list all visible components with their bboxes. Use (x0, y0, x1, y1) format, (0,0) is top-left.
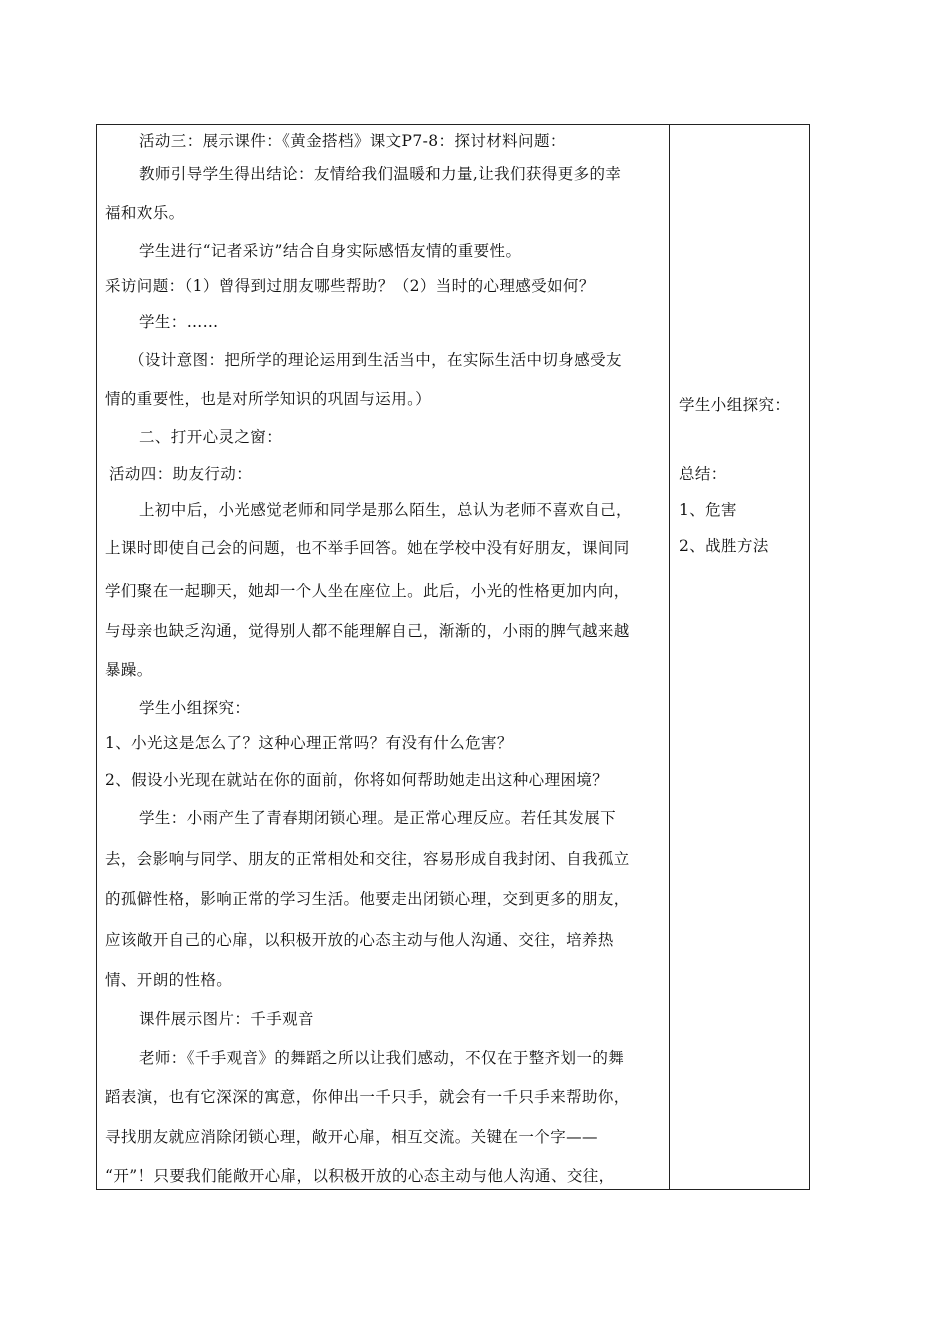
main-line: 的孤僻性格，影响正常的学习生活。他要走出闭锁心理，交到更多的朋友， (105, 890, 630, 908)
main-line: （设计意图：把所学的理论运用到生活当中，在实际生活中切身感受友 (129, 351, 622, 369)
main-line: 上课时即使自己会的问题，也不举手回答。她在学校中没有好朋友，课间同 (105, 539, 630, 557)
main-line: 与母亲也缺乏沟通，觉得别人都不能理解自己，渐渐的，小雨的脾气越来越 (105, 622, 630, 640)
main-line: 寻找朋友就应消除闭锁心理，敞开心扉，相互交流。关键在一个字—— (105, 1128, 598, 1146)
main-line: 采访问题：（1）曾得到过朋友哪些帮助？（2）当时的心理感受如何？ (105, 277, 595, 295)
main-line: 应该敞开自己的心扉，以积极开放的心态主动与他人沟通、交往，培养热 (105, 931, 614, 949)
main-line: “开”！只要我们能敞开心扉，以积极开放的心态主动与他人沟通、交往， (105, 1167, 615, 1185)
main-line: 课件展示图片：千手观音 (139, 1010, 314, 1028)
main-line: 1、小光这是怎么了？这种心理正常吗？有没有什么危害？ (105, 734, 513, 752)
main-line: 情、开朗的性格。 (105, 971, 233, 989)
side-line: 总结： (679, 465, 727, 483)
main-line: 活动三：展示课件：《黄金搭档》课文P7-8：探讨材料问题： (139, 132, 566, 150)
main-line: 暴躁。 (105, 661, 153, 679)
main-line: 福和欢乐。 (105, 204, 185, 222)
main-line: 学生：…… (139, 313, 219, 331)
lesson-table (96, 124, 810, 1190)
main-line: 学生进行“记者采访”结合自身实际感悟友情的重要性。 (139, 242, 522, 260)
main-line: 学生小组探究： (139, 699, 251, 717)
side-line: 2、战胜方法 (679, 537, 769, 555)
main-line: 教师引导学生得出结论：友情给我们温暖和力量,让我们获得更多的幸 (139, 165, 622, 183)
main-line: 情的重要性，也是对所学知识的巩固与运用。） (105, 390, 432, 408)
main-line: 学生：小雨产生了青春期闭锁心理。是正常心理反应。若任其发展下 (139, 809, 617, 827)
main-line: 学们聚在一起聊天，她却一个人坐在座位上。此后，小光的性格更加内向， (105, 582, 630, 600)
main-line: 老师：《千手观音》的舞蹈之所以让我们感动，不仅在于整齐划一的舞 (139, 1049, 625, 1067)
side-line: 1、危害 (679, 501, 737, 519)
main-line: 蹈表演，也有它深深的寓意，你伸出一千只手，就会有一千只手来帮助你， (105, 1088, 630, 1106)
main-heading: 二、打开心灵之窗： (139, 428, 283, 446)
main-line: 2、假设小光现在就站在你的面前，你将如何帮助她走出这种心理困境？ (105, 771, 609, 789)
column-divider (669, 125, 670, 1189)
main-line: 活动四：助友行动： (109, 465, 253, 483)
side-line: 学生小组探究： (679, 396, 791, 414)
main-line: 去，会影响与同学、朋友的正常相处和交往，容易形成自我封闭、自我孤立 (105, 850, 630, 868)
main-line: 上初中后，小光感觉老师和同学是那么陌生，总认为老师不喜欢自己， (139, 501, 632, 519)
